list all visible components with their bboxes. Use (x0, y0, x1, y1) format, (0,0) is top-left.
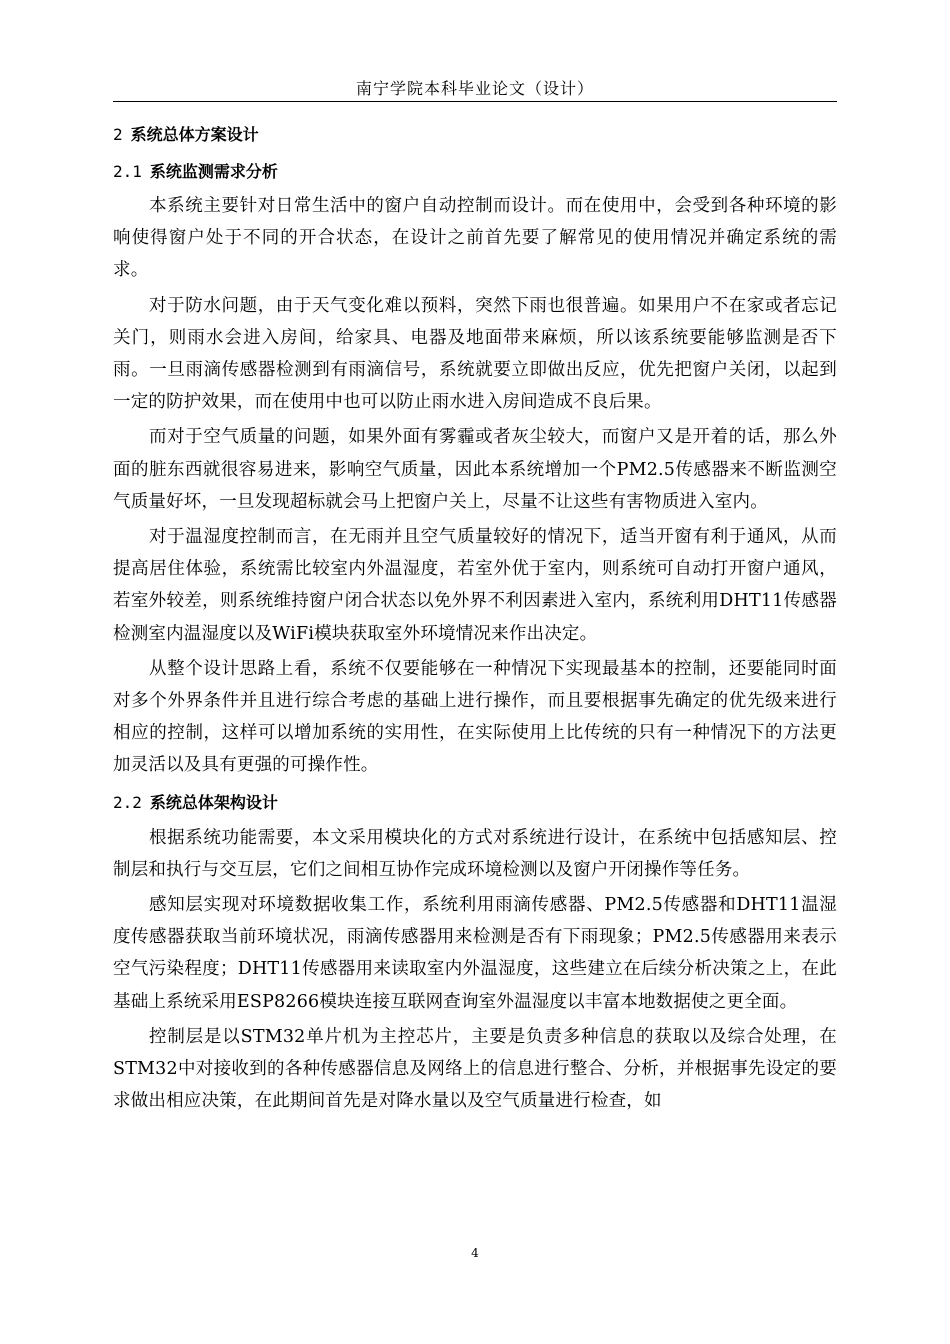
body-content (113, 116, 837, 1120)
paragraph: 对于温湿度控制而言，在无雨并且空气质量较好的情况下，适当开窗有利于通风，从而提高居住体验，系统需比较室内外温湿度，若室外优于室内，则系统可自动打开窗户通风，若室外较差，则系统维持窗户闭合状态以免外界不利因素进入室内，系统利用DHT11传感器检测室内温湿度以及WiFi模块获取室外环境情况来作出决定。 (113, 527, 837, 644)
page-number: 4 (471, 1246, 479, 1260)
paragraph: 而对于空气质量的问题，如果外面有雾霾或者灰尘较大，而窗户又是开着的话，那么外面的脏东西就很容易进来，影响空气质量，因此本系统增加一个PM2.5传感器来不断监测空气质量好坏，一旦发现超标就会马上把窗户关上，尽量不让这些有害物质进入室内。 (113, 427, 837, 512)
document-page (113, 0, 837, 1344)
section-heading-2-1 (113, 153, 837, 190)
section-number: 2.2 (113, 793, 142, 813)
header-rule (113, 101, 837, 102)
section-number: 2 (113, 124, 123, 144)
section-heading-2 (113, 116, 837, 153)
paragraph: 控制层是以STM32单片机为主控芯片，主要是负责多种信息的获取以及综合处理，在STM32中对接收到的各种传感器信息及网络上的信息进行整合、分析，并根据事先设定的要求做出相应决策，在此期间首先是对降水量以及空气质量进行检查，如 (113, 1026, 837, 1112)
section-title: 系统监测需求分析 (149, 161, 278, 181)
paragraph: 感知层实现对环境数据收集工作，系统利用雨滴传感器、PM2.5传感器和DHT11温湿度传感器获取当前环境状况，雨滴传感器用来检测是否有下雨现象；PM2.5传感器用来表示空气污染程度；DHT11传感器用来读取室内外温湿度，这些建立在后续分析决策之上，在此基础上系统采用ESP8266模块连接互联网查询室外温湿度以丰富本地数据使之更全面。 (113, 895, 837, 1012)
running-header: 南宁学院本科毕业论文（设计） (355, 79, 594, 98)
paragraph: 本系统主要针对日常生活中的窗户自动控制而设计。而在使用中，会受到各种环境的影响使得窗户处于不同的开合状态，在设计之前首先要了解常见的使用情况并确定系统的需求。 (113, 196, 837, 281)
paragraph: 对于防水问题，由于天气变化难以预料，突然下雨也很普遍。如果用户不在家或者忘记关门，则雨水会进入房间，给家具、电器及地面带来麻烦，所以该系统要能够监测是否下雨。一旦雨滴传感器检测到有雨滴信号，系统就要立即做出反应，优先把窗户关闭，以起到一定的防护效果，而在使用中也可以防止雨水进入房间造成不良后果。 (113, 295, 837, 413)
section-number: 2.1 (113, 161, 142, 181)
section-title: 系统总体架构设计 (149, 793, 278, 813)
paragraph: 根据系统功能需要，本文采用模块化的方式对系统进行设计，在系统中包括感知层、控制层和执行与交互层，它们之间相互协作完成环境检测以及窗户开闭操作等任务。 (113, 827, 837, 880)
section-title: 系统总体方案设计 (130, 124, 259, 144)
section-heading-2-2 (113, 785, 837, 822)
paragraph: 从整个设计思路上看，系统不仅要能够在一种情况下实现最基本的控制，还要能同时面对多个外界条件并且进行综合考虑的基础上进行操作，而且要根据事先确定的优先级来进行相应的控制，这样可以增加系统的实用性，在实际使用上比传统的只有一种情况下的方法更加灵活以及具有更强的可操作性。 (113, 658, 837, 776)
